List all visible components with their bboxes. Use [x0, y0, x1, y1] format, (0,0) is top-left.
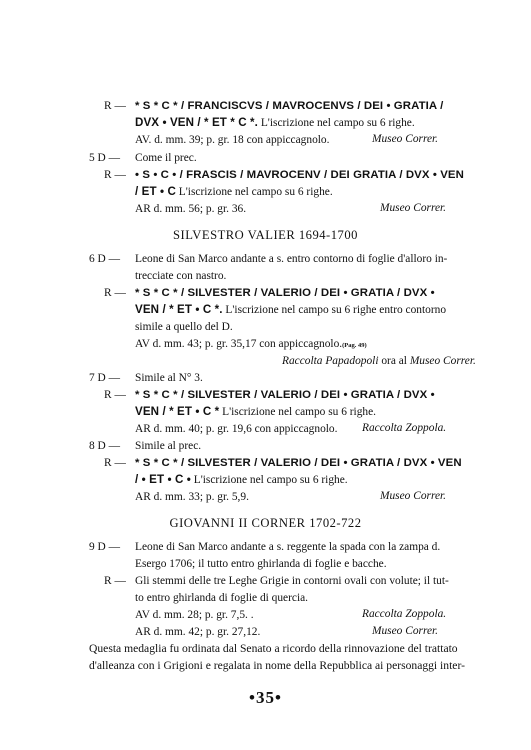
coin-details: AR d. mm. 42; p. gr. 27,12. [135, 626, 261, 638]
entry-text: Simile al prec. [135, 440, 202, 452]
coin-details: AR d. mm. 40; p. gr. 19,6 con appiccagnolo. [135, 423, 338, 435]
entry-label: R — [104, 287, 126, 299]
collection-name: Museo Correr. [372, 133, 439, 145]
inscription-line: • S • C • / FRASCIS / MAVROCENV / DEI GRATIA / DVX • VEN [135, 169, 464, 181]
coin-details: AV d. mm. 43; p. gr. 35,17 con appiccagnolo.(Pag. 49) [135, 338, 367, 350]
entry-label: R — [104, 457, 126, 469]
entry-label: R — [104, 575, 126, 587]
entry-text: trecciate con nastro. [135, 270, 227, 282]
section-heading: GIOVANNI II CORNER 1702-722 [169, 516, 362, 530]
collection-name: Museo Correr. [380, 490, 447, 502]
entry-text: Come il prec. [135, 152, 197, 164]
paragraph-line: Questa medaglia fu ordinata dal Senato a ricordo della rinnovazione del trattato [89, 642, 458, 655]
entry-text: to entro ghirlanda di foglie di quercia. [135, 592, 309, 604]
entry-label: R — [104, 389, 126, 401]
inscription-line: / ET • C L'iscrizione nel campo su 6 righe. [135, 185, 333, 198]
inscription-line: * S * C * / SILVESTER / VALERIO / DEI • GRATIA / DVX • VEN [135, 457, 462, 469]
entry-text: Esergo 1706; il tutto entro ghirlanda di foglie e bacche. [135, 558, 387, 570]
page-reference: (Pag. 49) [342, 342, 367, 349]
inscription-line: DVX • VEN / * ET * C *. L'iscrizione nel campo su 6 righe. [135, 116, 415, 129]
entry-text: Leone di San Marco andante a s. entro contorno di foglie d'alloro in- [135, 253, 448, 265]
entry-text: Leone di San Marco andante a s. reggente la spada con la zampa d. [135, 541, 441, 553]
entry-label: 6 D — [89, 253, 121, 265]
inscription-line: * S * C * / SILVESTER / VALERIO / DEI • GRATIA / DVX • [135, 389, 435, 401]
inscription-line: * S * C * / SILVESTER / VALERIO / DEI • GRATIA / DVX • [135, 287, 435, 299]
entry-label: 5 D — [89, 152, 121, 164]
inscription-line: VEN / * ET • C *. L'iscrizione nel campo su 6 righe entro contorno [135, 303, 447, 316]
collection-name: Raccolta Zoppola. [362, 608, 447, 620]
inscription-line: / • ET • C • L'iscrizione nel campo su 6 righe. [135, 473, 348, 486]
inscription-line: VEN / * ET • C * L'iscrizione nel campo su 6 righe. [135, 405, 376, 418]
collection-name: Museo Correr. [372, 625, 439, 637]
page-number: •35• [249, 688, 282, 707]
entry-label: 7 D — [89, 372, 121, 384]
coin-details: AV d. mm. 28; p. gr. 7,5. . [135, 609, 254, 621]
collection-line: Raccolta Papadopoli ora al Museo Correr. [282, 355, 476, 367]
entry-text: simile a quello del D. [135, 321, 233, 333]
entry-label: R — [104, 169, 126, 181]
coin-details: AR d. mm. 33; p. gr. 5,9. [135, 491, 249, 503]
paragraph-line: d'alleanza con i Grigioni e regalata in nome della Repubblica ai personaggi inter- [89, 659, 465, 672]
section-heading: SILVESTRO VALIER 1694-1700 [173, 228, 358, 242]
entry-text: Simile al N° 3. [135, 372, 203, 384]
entry-label: 8 D — [89, 440, 121, 452]
entry-text: Gli stemmi delle tre Leghe Grigie in contorni ovali con volute; il tut- [135, 575, 449, 587]
entry-label: R — [104, 100, 126, 112]
inscription-line: * S * C * / FRANCISCVS / MAVROCENVS / DEI • GRATIA / [135, 100, 444, 112]
coin-details: AV. d. mm. 39; p. gr. 18 con appiccagnolo. [135, 134, 330, 146]
collection-name: Raccolta Zoppola. [362, 422, 447, 434]
entry-label: 9 D — [89, 541, 121, 553]
coin-details: AR d. mm. 56; p. gr. 36. [135, 203, 247, 215]
collection-name: Museo Correr. [380, 202, 447, 214]
